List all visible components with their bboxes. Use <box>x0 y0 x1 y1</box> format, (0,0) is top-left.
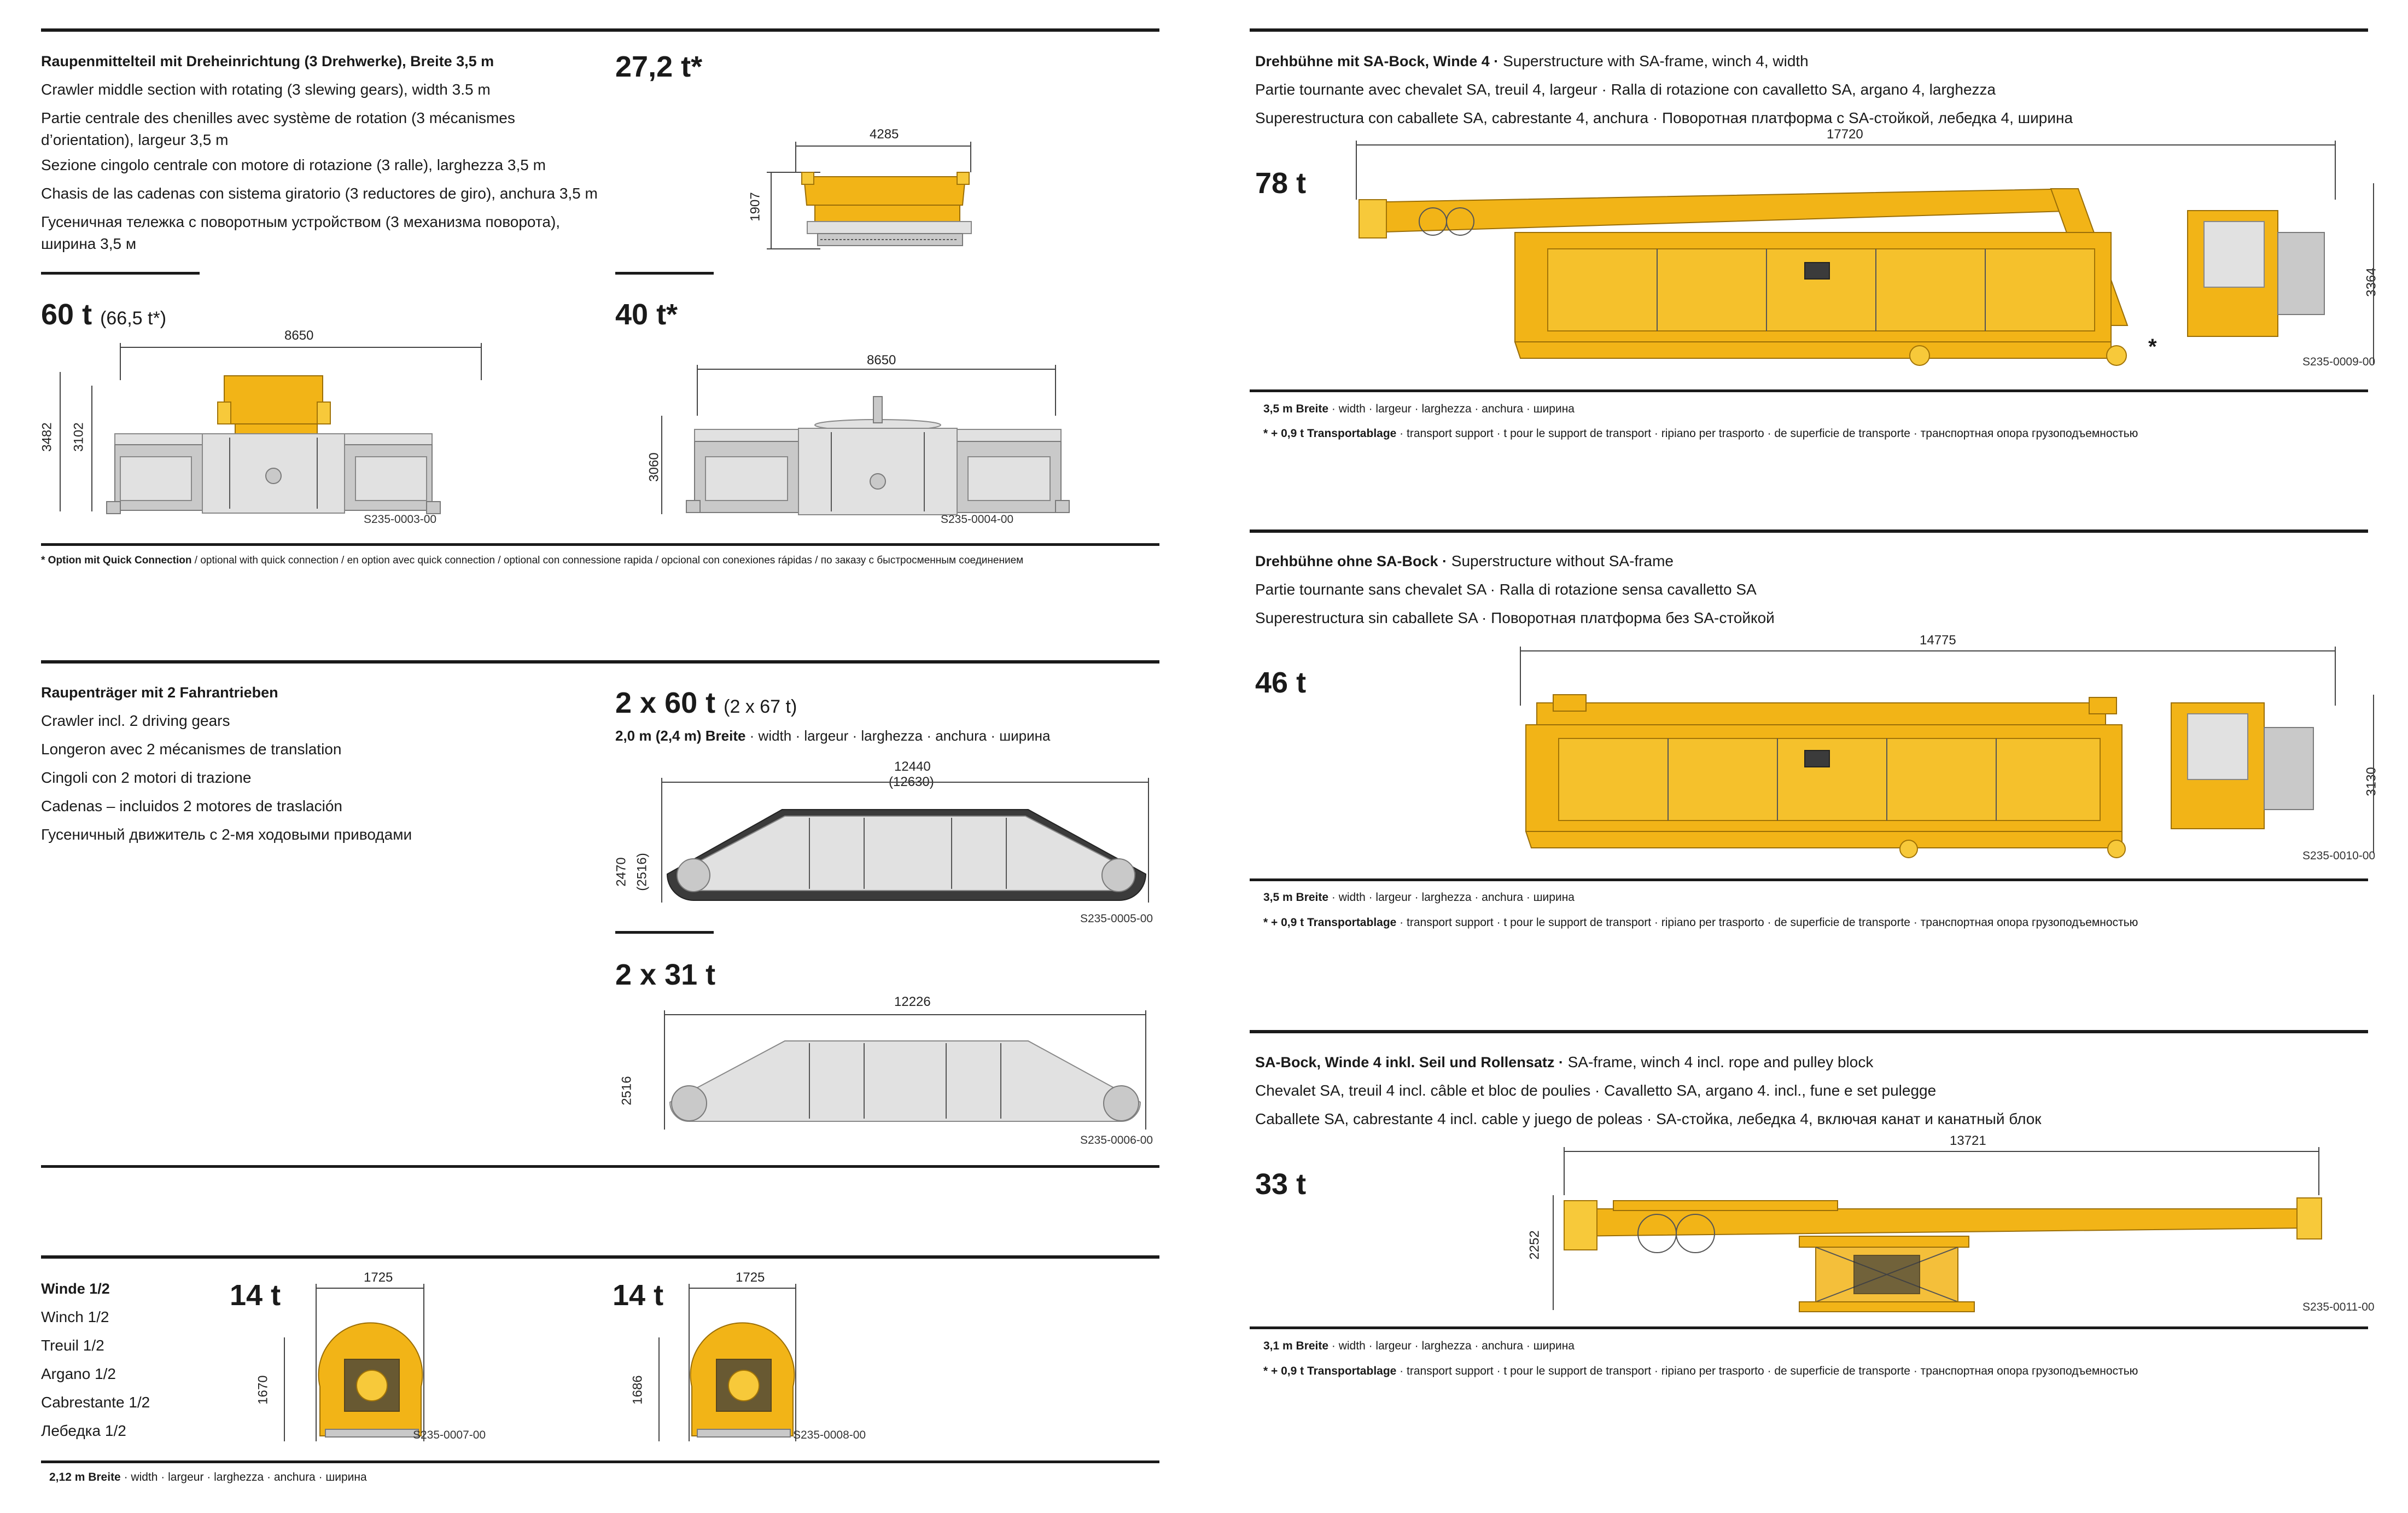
dim-width-alt: (12630) <box>889 775 934 789</box>
width-note-text: · width · largeur · larghezza · anchura · ширина <box>1328 891 1575 904</box>
superstructure-text <box>1255 547 1775 632</box>
winch-line: Argano 1/2 <box>41 1365 116 1382</box>
crawler-carrier-line: Cadenas – incluidos 2 motores de traslación <box>41 798 342 814</box>
dim-height: 1686 <box>630 1375 645 1405</box>
title-bold: Drehbühne mit SA-Bock, Winde 4 · <box>1255 53 1499 69</box>
superstructure-sa-title <box>1255 47 2073 75</box>
section-rule <box>1250 878 2368 881</box>
section-rule <box>41 1255 1159 1259</box>
transport-note-text: · transport support · t pour le support de transport · ripiano per trasporto · de superficie de transporte · транспортная опора грузоподъемностью <box>1396 427 2138 440</box>
drawing-code: S235-0009-00 <box>2302 356 2376 368</box>
transport-note <box>1263 1363 2138 1380</box>
dim-height: 2470 <box>614 857 629 887</box>
width-note-bold: 2,12 m Breite <box>49 1471 121 1483</box>
winch-line: Treuil 1/2 <box>41 1337 104 1354</box>
width-note-bold: 3,1 m Breite <box>1263 1340 1329 1352</box>
width-note <box>615 728 1050 744</box>
footnote <box>41 552 1023 569</box>
crawler-middle-line: Crawler middle section with rotating (3 slewing gears), width 3.5 m <box>41 81 491 98</box>
crawler-track-drawing <box>645 777 1165 908</box>
dim-height: 1670 <box>255 1375 271 1405</box>
footnote-bold: * Option mit Quick Connection <box>41 555 192 566</box>
crawler-middle-line: Chasis de las cadenas con sistema giratorio (3 reductores de giro), anchura 3,5 m <box>41 185 598 202</box>
title-rest: Superstructure with SA-frame, winch 4, width <box>1499 53 1809 69</box>
sa-frame-title <box>1255 1048 2042 1076</box>
weight-label: 27,2 t* <box>615 50 703 83</box>
section-rule <box>41 543 1159 546</box>
crawler-middle-line: ширина 3,5 м <box>41 235 137 252</box>
crawler-middle-text <box>41 47 598 255</box>
superstructure-sa-drawing <box>1351 139 2390 380</box>
weight-label <box>615 686 797 723</box>
crawler-carrier-line: Гусеничный движитель с 2-мя ходовыми приводами <box>41 826 412 843</box>
superstructure-drawing <box>1515 645 2390 870</box>
weight-label: 33 t <box>1255 1168 1307 1201</box>
section-rule <box>1250 1030 2368 1033</box>
footnote-text: / optional with quick connection / en option avec quick connection / optional con connessione rapida / opcional con conexiones rápidas / по заказу с быстросменным соединением <box>191 555 1024 566</box>
section-rule <box>41 660 1159 664</box>
dim-width: 12226 <box>894 994 931 1009</box>
sa-frame-drawing <box>1542 1146 2352 1321</box>
width-note-text: · width · largeur · larghezza · anchura · ширина <box>1328 403 1575 415</box>
drawing-code: S235-0008-00 <box>793 1429 866 1441</box>
ring-drawing <box>755 139 995 254</box>
drawing-code: S235-0010-00 <box>2302 849 2376 862</box>
width-note <box>1263 889 1575 906</box>
title-rest: Superstructure without SA-frame <box>1447 552 1674 569</box>
dim-width: 1725 <box>364 1270 393 1285</box>
weight-label <box>41 298 166 335</box>
dim-height-outer: 3482 <box>39 422 55 452</box>
centre-section-ring-drawing <box>55 342 492 522</box>
width-note-text: · width · largeur · larghezza · anchura · ширина <box>120 1471 367 1483</box>
title-rest: SA-frame, winch 4 incl. rope and pulley block <box>1563 1054 1874 1070</box>
drawing-code: S235-0003-00 <box>364 513 437 526</box>
weight-value: 60 t <box>41 298 92 331</box>
dim-width: 1725 <box>736 1270 765 1285</box>
dim-height-alt: (2516) <box>634 853 650 891</box>
superstructure-sa-line: Superestructura con caballete SA, cabrestante 4, anchura · Поворотная платформа с SA-стойкой, лебедка 4, ширина <box>1255 109 2073 126</box>
drawing-code: S235-0004-00 <box>941 513 1014 526</box>
weight-label: 14 t <box>230 1279 281 1312</box>
crawler-middle-title: Raupenmittelteil mit Dreheinrichtung (3 Drehwerke), Breite 3,5 m <box>41 53 494 69</box>
dim-height: 3060 <box>646 452 662 482</box>
dim-width: 17720 <box>1827 127 1863 142</box>
dim-height: 1907 <box>748 192 763 222</box>
weight-label: 78 t <box>1255 167 1307 200</box>
dim-width: 4285 <box>870 127 899 142</box>
drawing-code: S235-0006-00 <box>1080 1134 1153 1147</box>
section-rule <box>1250 1326 2368 1329</box>
drawing-code: S235-0011-00 <box>2302 1301 2375 1313</box>
winch-line: Winch 1/2 <box>41 1308 109 1325</box>
crawler-carrier-text <box>41 678 412 849</box>
weight-label: 14 t <box>613 1279 664 1312</box>
dim-width: 14775 <box>1920 633 1956 648</box>
crawler-carrier-line: Crawler incl. 2 driving gears <box>41 712 230 729</box>
section-rule <box>41 1165 1159 1168</box>
width-note-bold: 3,5 m Breite <box>1263 891 1329 904</box>
superstructure-line: Partie tournante sans chevalet SA · Ralla di rotazione sensa cavalletto SA <box>1255 581 1757 598</box>
crawler-middle-line: d’orientation), largeur 3,5 m <box>41 131 229 148</box>
weight-label: 2 x 31 t <box>615 958 716 991</box>
transport-note-bold: * + 0,9 t Transportablage <box>1263 916 1397 929</box>
dim-width: 8650 <box>867 353 896 368</box>
winch-drawing <box>648 1283 823 1447</box>
superstructure-title <box>1255 547 1775 575</box>
sa-frame-line: Chevalet SA, treuil 4 incl. câble et bloc de poulies · Cavalletto SA, argano 4. incl., fune e set pulegge <box>1255 1082 1937 1099</box>
weight-label: 40 t* <box>615 298 678 331</box>
section-rule <box>1250 389 2368 392</box>
title-bold: Drehbühne ohne SA-Bock · <box>1255 553 1448 569</box>
winch-drawing <box>273 1283 448 1447</box>
dim-height: 3364 <box>2364 267 2379 297</box>
winch-title: Winde 1/2 <box>41 1281 110 1297</box>
section-rule <box>1250 529 2368 533</box>
drawing-code: S235-0007-00 <box>413 1429 486 1441</box>
drawing-code: S235-0005-00 <box>1080 912 1153 925</box>
transport-note <box>1263 426 2138 442</box>
dim-height-inner: 3102 <box>71 422 86 452</box>
crawler-carrier-line: Longeron avec 2 mécanismes de translation <box>41 741 342 758</box>
weight-alt: (66,5 t*) <box>100 308 167 329</box>
weight-value: 2 x 60 t <box>615 686 716 719</box>
transport-note-text: · transport support · t pour le support de transport · ripiano per trasporto · de superficie de transporte · транспортная опора грузоподъемностью <box>1396 1365 2138 1377</box>
section-rule <box>1250 28 2368 32</box>
transport-note-text: · transport support · t pour le support de transport · ripiano per trasporto · de superficie de transporte · транспортная опора грузоподъемностью <box>1396 916 2138 929</box>
transport-note <box>1263 915 2138 931</box>
width-note-bold: 3,5 m Breite <box>1263 403 1329 415</box>
width-note-bold: 2,0 m (2,4 m) Breite <box>615 728 746 744</box>
transport-note-bold: * + 0,9 t Transportablage <box>1263 1365 1397 1377</box>
sa-frame-line: Caballete SA, cabrestante 4 incl. cable y juego de poleas · SA-стойка, лебедка 4, включая канат и канатный блок <box>1255 1110 2042 1127</box>
centre-section-drawing <box>656 364 1072 522</box>
winch-line: Cabrestante 1/2 <box>41 1394 150 1411</box>
title-bold: SA-Bock, Winde 4 inkl. Seil und Rollensatz · <box>1255 1054 1564 1070</box>
winch-line: Лебедка 1/2 <box>41 1422 126 1439</box>
dim-height: 3130 <box>2364 767 2379 796</box>
asterisk-mark: * <box>2148 335 2157 359</box>
width-note <box>49 1469 367 1486</box>
width-note <box>1263 1338 1575 1354</box>
dim-height: 2516 <box>619 1076 634 1105</box>
crawler-middle-line: Гусеничная тележка с поворотным устройством (3 механизма поворота), <box>41 213 561 230</box>
dim-width: 12440 <box>894 759 931 774</box>
width-note-text: · width · largeur · larghezza · anchura · ширина <box>1328 1340 1575 1352</box>
crawler-carrier-line: Cingoli con 2 motori di trazione <box>41 769 252 786</box>
dim-height: 2252 <box>1527 1230 1542 1260</box>
sub-rule <box>615 931 714 934</box>
sub-rule <box>615 272 714 275</box>
winch-text <box>41 1275 150 1445</box>
crawler-frame-drawing <box>645 1009 1165 1135</box>
crawler-carrier-title: Raupenträger mit 2 Fahrantrieben <box>41 684 278 701</box>
superstructure-sa-text <box>1255 47 2073 132</box>
section-rule <box>41 1460 1159 1463</box>
sub-rule <box>41 272 200 275</box>
superstructure-line: Superestructura sin caballete SA · Поворотная платформа без SA-стойкой <box>1255 609 1775 626</box>
width-note-text: · width · largeur · larghezza · anchura · ширина <box>745 728 1051 744</box>
section-rule <box>41 28 1159 32</box>
crawler-middle-line: Sezione cingolo centrale con motore di rotazione (3 ralle), larghezza 3,5 m <box>41 156 546 173</box>
weight-alt: (2 x 67 t) <box>724 696 797 717</box>
transport-note-bold: * + 0,9 t Transportablage <box>1263 427 1397 440</box>
weight-label: 46 t <box>1255 666 1307 699</box>
crawler-middle-line: Partie centrale des chenilles avec système de rotation (3 mécanismes <box>41 109 515 126</box>
width-note <box>1263 401 1575 417</box>
dim-width: 13721 <box>1950 1133 1986 1148</box>
superstructure-sa-line: Partie tournante avec chevalet SA, treuil 4, largeur · Ralla di rotazione con cavalletto SA, argano 4, larghezza <box>1255 81 1996 98</box>
dim-width: 8650 <box>284 328 314 343</box>
sa-frame-text <box>1255 1048 2042 1133</box>
